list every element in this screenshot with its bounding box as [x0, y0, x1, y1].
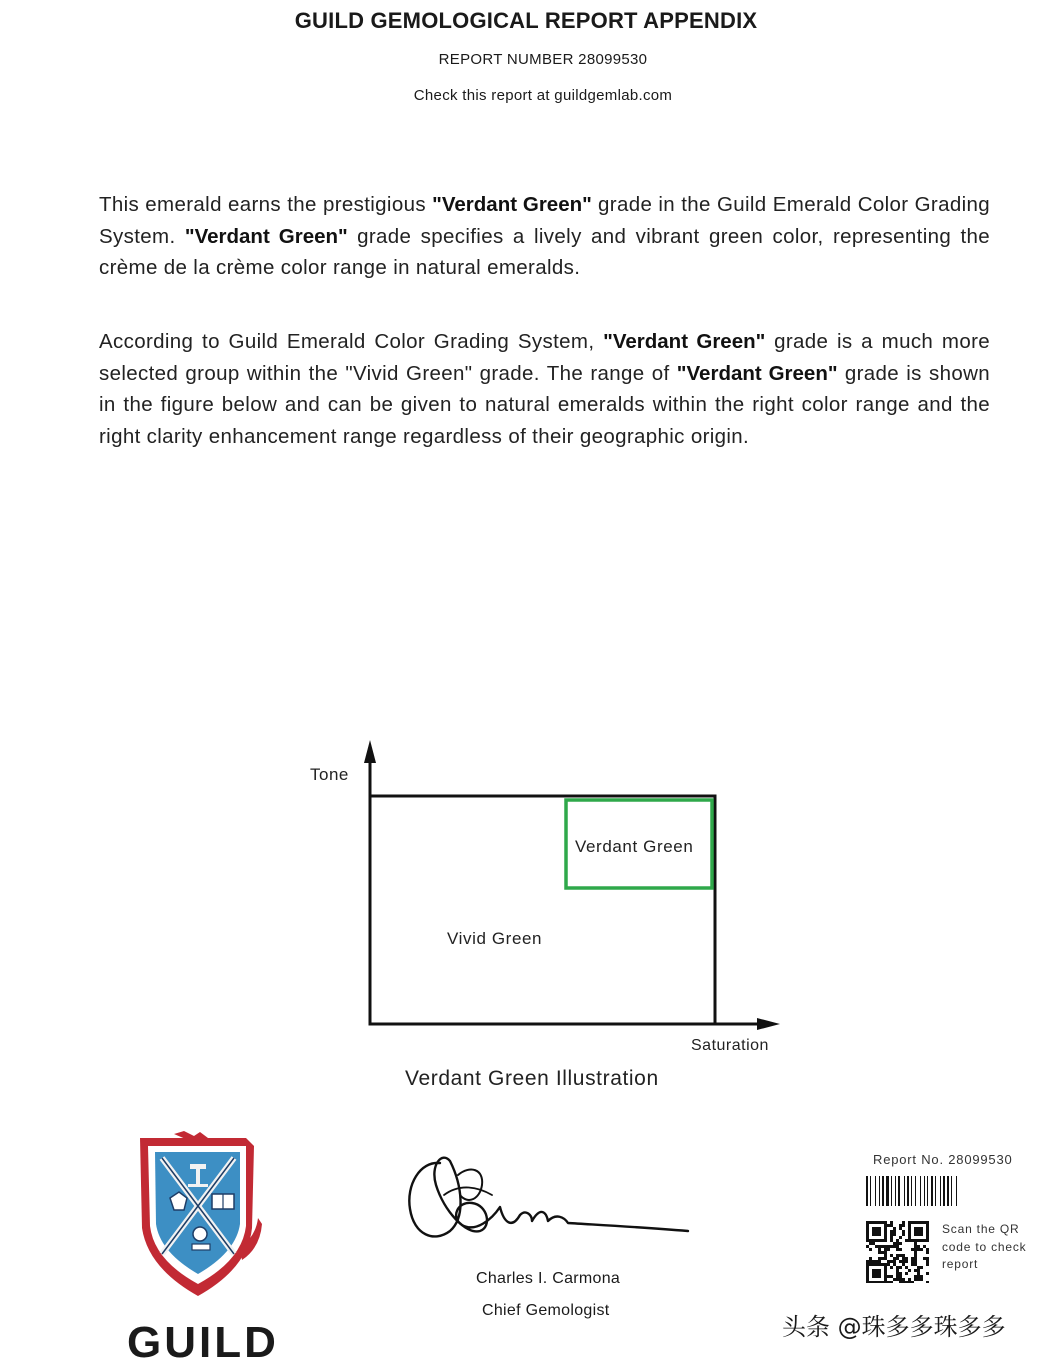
signer-name: Charles I. Carmona: [476, 1270, 621, 1287]
report-number-small: Report No. 28099530: [873, 1152, 1013, 1167]
saturation-axis-label: Saturation: [691, 1037, 769, 1054]
tone-axis-label: Tone: [310, 765, 349, 784]
signer-title: Chief Gemologist: [482, 1302, 610, 1319]
signature-image: [400, 1145, 700, 1255]
vivid-green-label: Vivid Green: [447, 929, 543, 948]
qr-code-image: [866, 1221, 930, 1283]
paragraph-grade-detail: According to Guild Emerald Color Grading System, "Verdant Green" grade is a much more selected group within the "Vivid Green" grade. The range of "Verdant Green" grade is shown in the figure below and can be given to natural emeralds within the right color range and the right clarity enhancement range regardless of their geographic origin.: [99, 330, 990, 448]
check-report-line: Check this report at guildgemlab.com: [413, 87, 673, 104]
report-number: REPORT NUMBER 28099530: [438, 51, 648, 68]
saturation-arrowhead: [757, 1018, 780, 1030]
scan-qr-text: Scan the QR code to check report: [942, 1222, 1027, 1271]
verdant-green-label: Verdant Green: [575, 837, 694, 856]
guild-shield-icon: [128, 1128, 268, 1300]
watermark-text: 头条 @珠多多珠多多: [782, 1313, 1006, 1341]
tone-arrowhead: [364, 740, 376, 763]
page-title: GUILD GEMOLOGICAL REPORT APPENDIX: [294, 8, 758, 33]
paragraph-grade-intro: This emerald earns the prestigious "Verdant Green" grade in the Guild Emerald Color Grading System. "Verdant Green" grade specifies a lively and vibrant green color, representing the crème de la crème color range in natural emeralds.: [99, 193, 991, 279]
barcode-image: [866, 1176, 1026, 1206]
vivid-green-region: [370, 796, 715, 1024]
diagram-caption: Verdant Green Illustration: [405, 1067, 659, 1090]
guild-logo-text: GUILD: [127, 1318, 279, 1367]
